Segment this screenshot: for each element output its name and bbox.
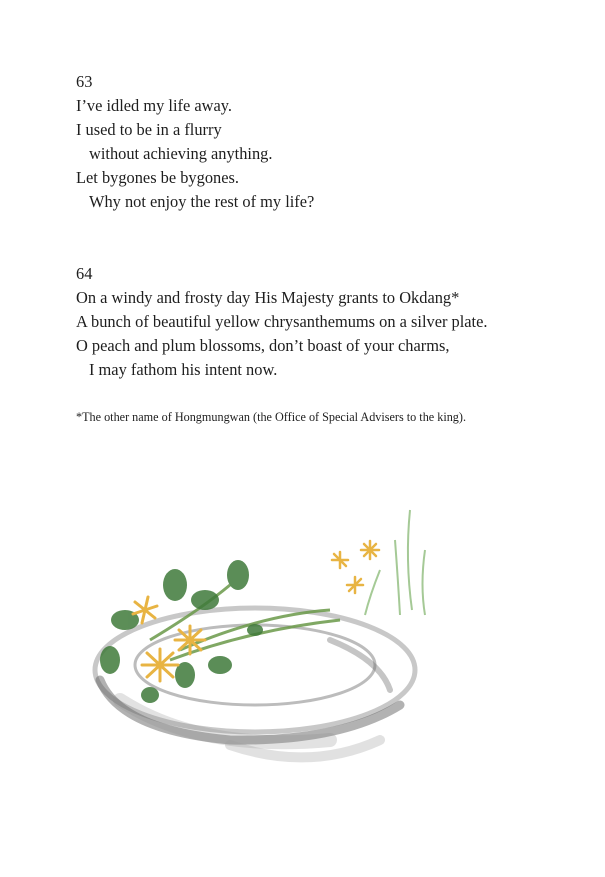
poem-line: I’ve idled my life away. xyxy=(76,96,232,115)
footnote: *The other name of Hongmungwan (the Office of Special Advisers to the king). xyxy=(76,410,467,424)
poem-64 xyxy=(76,262,488,382)
poem-line: without achieving anything. xyxy=(89,144,273,163)
poem-line: I may fathom his intent now. xyxy=(89,360,278,379)
poem-number: 64 xyxy=(76,264,93,283)
background-plant xyxy=(365,510,425,615)
poem-line: A bunch of beautiful yellow chrysanthemums on a silver plate. xyxy=(76,312,488,331)
poem-line: Why not enjoy the rest of my life? xyxy=(89,192,315,211)
chrysanthemum-blossoms xyxy=(133,541,379,681)
poem-line: I used to be in a flurry xyxy=(76,120,222,139)
chrysanthemum-plate-illustration xyxy=(80,490,440,790)
poem-line: Let bygones be bygones. xyxy=(76,168,239,187)
poem-number: 63 xyxy=(76,72,93,91)
poem-line: O peach and plum blossoms, don’t boast of your charms, xyxy=(76,336,450,355)
poem-line: On a windy and frosty day His Majesty grants to Okdang* xyxy=(76,288,460,307)
poem-63 xyxy=(76,70,314,214)
